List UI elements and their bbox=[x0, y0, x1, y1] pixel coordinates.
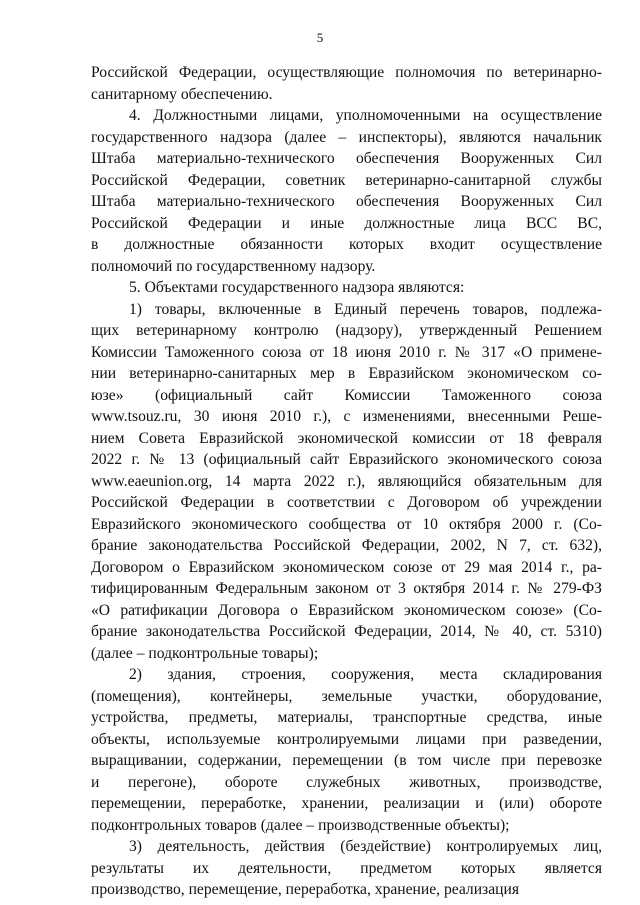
text-line: Договором о Евразийском экономическом союзе от 29 мая 2014 г., ра- bbox=[91, 558, 602, 576]
text-line: Российской Федерации в соответствии с Договором об учреждении bbox=[91, 494, 602, 511]
text-line: устройства, предметы, материалы, транспортные средства, иные bbox=[91, 709, 602, 726]
text-line: Российской Федерации и иные должностные лица ВСС ВС, bbox=[91, 214, 602, 232]
text-line: Комиссии Таможенного союза от 18 июня 2010 г. № 317 «О примене- bbox=[91, 343, 602, 361]
text-line: в должностные обязанности которых входит осуществление bbox=[91, 236, 602, 253]
text-line: 4. Должностными лицами, уполномоченными на осуществление bbox=[129, 107, 602, 124]
text-line: «О ратификации Договора о Евразийском экономическом союзе» (Со- bbox=[91, 601, 602, 619]
text-line: полномочий по государственному надзору. bbox=[91, 257, 376, 275]
document-body bbox=[91, 62, 602, 901]
text-line: объекты, используемые контролируемыми лицами при разведении, bbox=[91, 730, 602, 748]
paragraph-p5-3 bbox=[91, 836, 602, 901]
page-number: 5 bbox=[316, 30, 324, 45]
paragraph-p4 bbox=[91, 105, 602, 277]
text-line: санитарному обеспечению. bbox=[91, 85, 273, 103]
text-line: 1) товары, включенные в Единый перечень товаров, подлежа- bbox=[129, 300, 602, 318]
text-line: производство, перемещение, переработка, хранение, реализация bbox=[91, 881, 520, 898]
text-line: юзе» (официальный сайт Комиссии Таможенного союза bbox=[91, 386, 602, 404]
text-line: брание законодательства Российской Федерации, 2002, N 7, ст. 632), bbox=[91, 537, 602, 554]
text-line: Штаба материально-технического обеспечения Вооруженных Сил bbox=[91, 193, 602, 210]
text-line: перемещении, переработке, хранении, реализации и (или) обороте bbox=[91, 795, 602, 812]
text-line: Российской Федерации, осуществляющие полномочия по ветеринарно- bbox=[91, 64, 602, 81]
text-line: 3) деятельность, действия (бездействие) контролируемых лиц, bbox=[129, 838, 602, 855]
text-line: 5. Объектами государственного надзора являются: bbox=[129, 279, 465, 296]
text-line: 2022 г. № 13 (официальный сайт Евразийского экономического союза bbox=[91, 451, 602, 468]
text-line: щих ветеринарному контролю (надзору), утвержденный Решением bbox=[91, 322, 602, 339]
text-line: результаты их деятельности, предметом которых является bbox=[91, 859, 602, 877]
text-line: и перегоне), обороте служебных животных, производстве, bbox=[91, 773, 602, 791]
text-line: нии ветеринарно-санитарных мер в Евразийском экономическом со- bbox=[91, 365, 602, 382]
text-line: тифицированным Федеральным законом от 3 октября 2014 г. № 279-ФЗ bbox=[91, 580, 602, 597]
text-line: Российской Федерации, советник ветеринарно-санитарной службы bbox=[91, 171, 602, 189]
text-line: (помещения), контейнеры, земельные участки, оборудование, bbox=[91, 687, 602, 705]
text-line: www.tsouz.ru, 30 июня 2010 г.), с изменениями, внесенными Реше- bbox=[91, 408, 602, 425]
text-line: выращивании, содержании, перемещении (в том числе при перевозке bbox=[91, 752, 602, 769]
text-line: подконтрольных товаров (далее – производственные объекты); bbox=[91, 816, 510, 834]
text-line: брание законодательства Российской Федерации, 2014, № 40, ст. 5310) bbox=[91, 623, 602, 640]
text-line: www.eaeunion.org, 14 марта 2022 г.), являющийся обязательным для bbox=[91, 472, 602, 490]
paragraph-p5-1 bbox=[91, 299, 602, 665]
text-line: государственного надзора (далее – инспекторы), являются начальник bbox=[91, 128, 602, 146]
paragraph-p5-2 bbox=[91, 664, 602, 836]
text-line: Евразийского экономического сообщества от 10 октября 2000 г. (Со- bbox=[91, 515, 602, 533]
text-line: 2) здания, строения, сооружения, места складирования bbox=[129, 666, 602, 683]
text-line: нием Совета Евразийской экономической комиссии от 18 февраля bbox=[91, 429, 602, 447]
paragraph-p5 bbox=[91, 277, 602, 299]
paragraph-p-continuation bbox=[91, 62, 602, 105]
text-line: (далее – подконтрольные товары); bbox=[91, 644, 319, 662]
text-line: Штаба материально-технического обеспечения Вооруженных Сил bbox=[91, 150, 602, 167]
